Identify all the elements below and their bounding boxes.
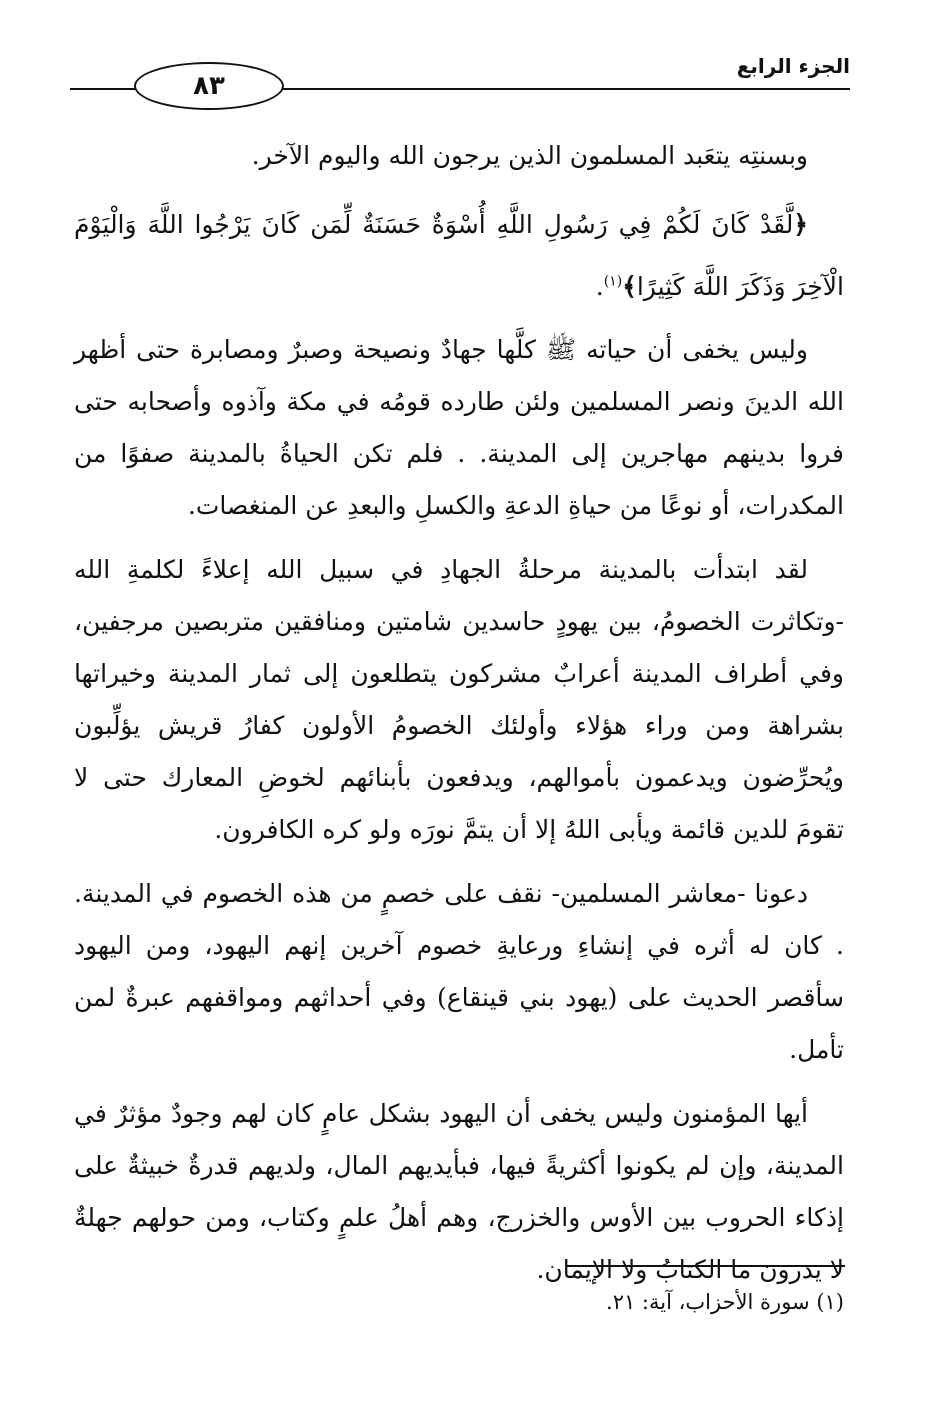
- quran-open-bracket: ﴿: [793, 210, 808, 239]
- footnote: (١) سورة الأحزاب، آية: ٢١.: [606, 1290, 844, 1314]
- footnote-reference: (١): [603, 273, 623, 290]
- quran-verse-text: لَّقَدْ كَانَ لَكُمْ فِي رَسُولِ اللَّهِ أُسْوَةٌ حَسَنَةٌ لِّمَن كَانَ يَرْجُوا اللَّهَ وَالْيَوْمَ الْآخِرَ وَذَكَرَ اللَّهَ كَثِيرًا: [74, 210, 844, 301]
- paragraph-1: وبسنتِه يتعَبد المسلمون الذين يرجون الله واليوم الآخر.: [251, 141, 808, 170]
- quran-close-bracket: ﴾: [622, 272, 637, 301]
- header-title: الجزء الرابع: [736, 54, 850, 78]
- page-header: [70, 52, 850, 112]
- quran-verse: [74, 194, 844, 318]
- paragraph-4: دعونا -معاشر المسلمين- نقف على خصمٍ من هذه الخصوم في المدينة. . كان له أثره في إنشاءِ ورعايةِ خصوم آخرين إنهم اليهود، ومن اليهود سأقصر الحديث على (يهود بني قينقاع) وفي أحداثهم ومواقفهم عبرةٌ لمن تأمل.: [74, 879, 844, 1064]
- paragraph-2: وليس يخفى أن حياته ﷺ كلَّها جهادٌ ونصيحة وصبرٌ ومصابرة حتى أظهر الله الدينَ ونصر المسلمين ولئن طارده قومُه في مكة وآذوه وأصحابه حتى فروا بدينهم مهاجرين إلى المدينة. . فلم تكن الحياةُ بالمدينة صفوًا من المكدرات، أو نوعًا من حياةِ الدعةِ والكسلِ والبعدِ عن المنغصات.: [74, 335, 844, 520]
- page-number: ٨٣: [134, 62, 284, 110]
- quran-verse-end: .: [595, 272, 604, 301]
- footnote-rule: [567, 1265, 845, 1267]
- page-body: [74, 130, 844, 1308]
- paragraph-5: أيها المؤمنون وليس يخفى أن اليهود بشكل عامٍ كان لهم وجودٌ مؤثرٌ في المدينة، وإن لم يكونوا أكثريةً فيها، فبأيديهم المال، ولديهم قدرةٌ خبيثةٌ على إذكاء الحروب بين الأوس والخزرج، وهم أهلُ علمٍ وكتاب، ومن حولهم جهلةٌ لا يدرون ما الكتابُ ولا الإيمان.: [74, 1099, 844, 1284]
- paragraph-3: لقد ابتدأت بالمدينة مرحلةُ الجهادِ في سبيل الله إعلاءً لكلمةِ الله -وتكاثرت الخصومُ، بين يهودٍ حاسدين شامتين ومنافقين متربصين مرجفين، وفي أطراف المدينة أعرابٌ مشركون يتطلعون إلى ثمار المدينة وخيراتها بشراهة ومن وراء هؤلاء وأولئك الخصومُ الأولون كفارُ قريش يؤلِّبون ويُحرِّضون ويدعمون بأموالهم، ويدفعون بأبنائهم لخوضِ المعارك حتى لا تقومَ للدين قائمة ويأبى اللهُ إلا أن يتمَّ نورَه ولو كره الكافرون.: [74, 555, 844, 844]
